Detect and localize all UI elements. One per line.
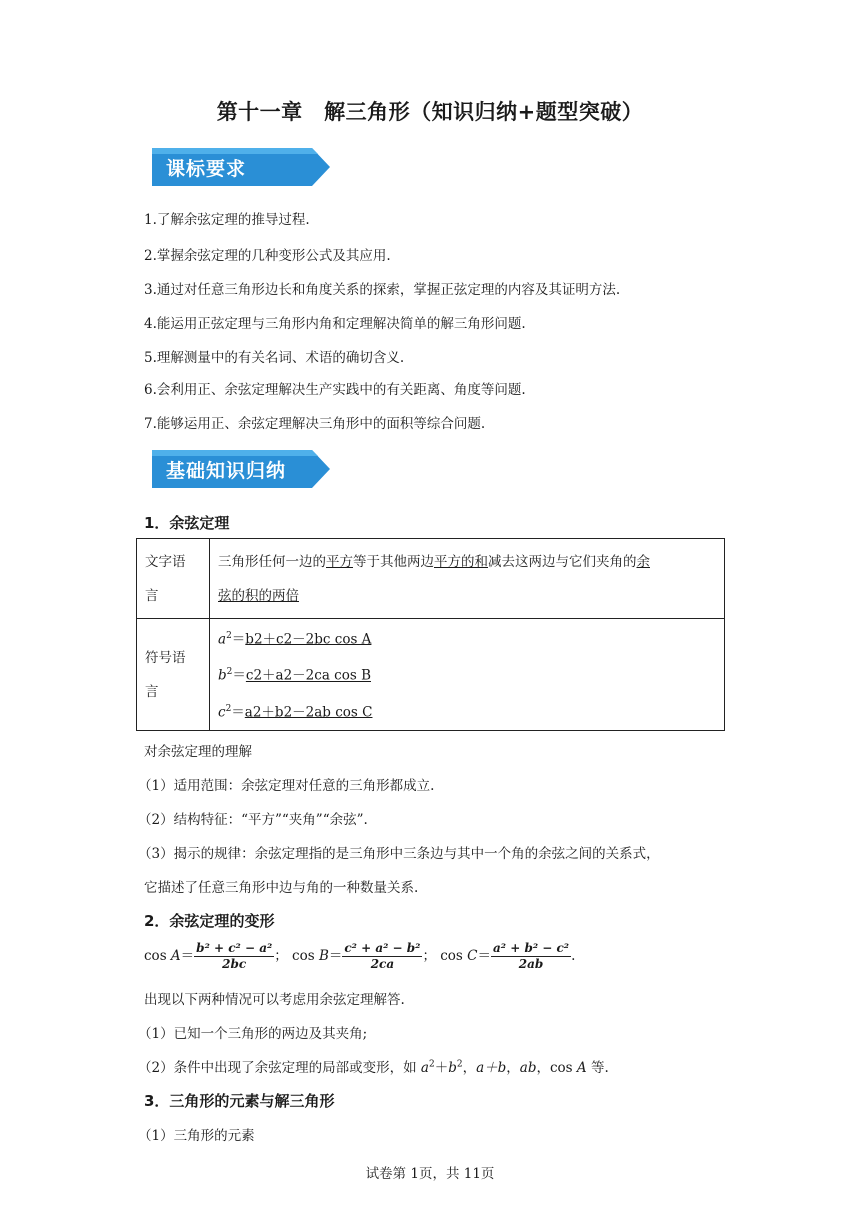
paragraph: （2）结构特征：“平方”“夹角”“余弦”. [138,812,368,828]
requirement-item: 3.通过对任意三角形边长和角度关系的探索，掌握正弦定理的内容及其证明方法. [144,282,621,298]
requirement-item: 4.能运用正弦定理与三角形内角和定理解决简单的解三角形问题. [144,316,526,332]
banner-label: 基础知识归纳 [166,460,287,482]
paragraph: 出现以下两种情况可以考虑用余弦定理解答. [144,992,405,1008]
paragraph: 它描述了任意三角形中边与角的一种数量关系. [144,880,419,896]
page-title: 第十一章 解三角形（知识归纳+题型突破） [216,100,644,124]
section-heading: 3．三角形的元素与解三角形 [144,1092,335,1110]
paragraph: 对余弦定理的理解 [144,744,252,760]
requirement-item: 6.会利用正、余弦定理解决生产实践中的有关距离、角度等问题. [144,382,526,398]
paragraph: （2）条件中出现了余弦定理的局部或变形，如 $a^2+b^2$，a＋b，ab，cos A 等. [138,1059,609,1076]
paragraph: （1）适用范围：余弦定理对任意的三角形都成立. [138,778,435,794]
fraction-cosC: $\frac{\text{a² + b² − c²}}{2ab}$ [493,941,570,971]
section-heading: 1．余弦定理 [144,514,230,532]
table-row [137,539,725,619]
requirement-item: 7.能够运用正、余弦定理解决三角形中的面积等综合问题. [144,416,486,432]
formula-line: $a^2=b2+c2-2bc$ cos A [218,630,372,648]
banner-basic-knowledge [152,448,332,490]
paragraph: （3）揭示的规律：余弦定理指的是三角形中三条边与其中一个角的余弦之间的关系式， [138,846,660,862]
fraction-cosB: $\frac{\text{c² + a² − b²}}{2ca}$ [344,941,421,971]
table-row [137,619,725,731]
formula-line: $c^2=a2+b2-2ab$ cos C [218,703,373,721]
row-label: 文字语 言 [137,539,210,619]
requirement-item: 5.理解测量中的有关名词、术语的确切含义. [144,350,405,366]
page-footer: 试卷第 1页，共 11页 [365,1166,495,1182]
row-label: 符号语 言 [137,619,210,731]
banner-label: 课标要求 [166,158,247,180]
fraction-cosA: $\frac{\text{b² + c² − a²}}{2bc}$ [196,941,273,971]
symbolic-formulas [210,619,725,731]
requirement-item: 2.掌握余弦定理的几种变形公式及其应用. [144,248,391,264]
section-heading: 2．余弦定理的变形 [144,912,275,930]
requirement-item: 1.了解余弦定理的推导过程. [144,212,310,228]
paragraph: （1）三角形的元素 [138,1128,255,1144]
formula-line: $b^2=c2+a2-2ca$ cos B [218,667,371,684]
cosine-law-table [136,538,725,731]
paragraph: （1）已知一个三角形的两边及其夹角; [138,1026,368,1042]
banner-curriculum-requirements [152,146,332,188]
verbal-statement: 三角形任何一边的平方等于其他两边平方的和减去这两边与它们夹角的余 弦的积的两倍 [210,539,725,619]
cosine-fraction-formulas: cos A＝ $\frac{\text{b² + c² − a²}}{2bc}$ ； cos B＝ $\frac{\text{c² + a² − b²}}{2ca}$ ； cos C＝ $\frac{\text{a² + b² − c²}}{2ab}$ . [144,941,576,971]
